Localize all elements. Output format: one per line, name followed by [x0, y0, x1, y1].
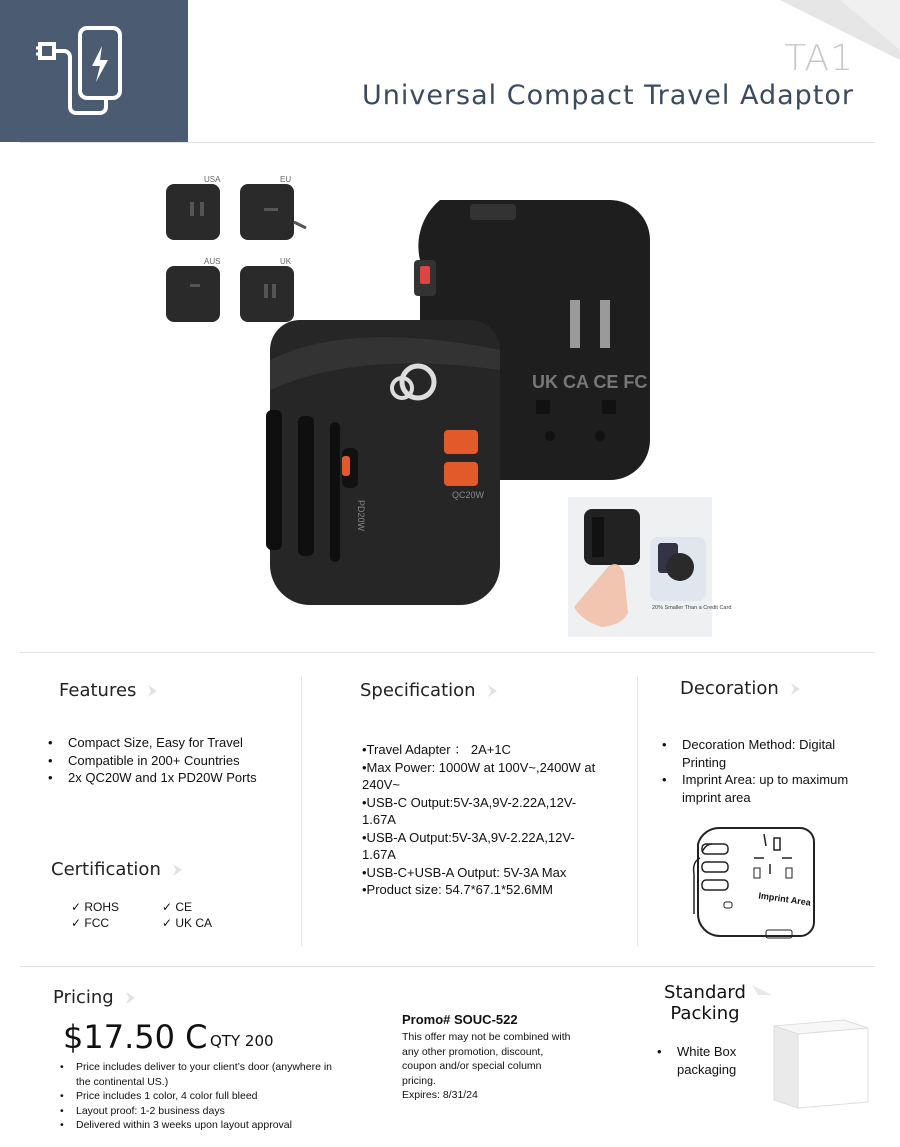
spec-line: •Travel Adapter ： 2A+1C [362, 742, 511, 757]
specification-list [362, 741, 602, 899]
chevron-right-icon [789, 682, 803, 696]
chevron-right-icon [146, 684, 160, 698]
packing-list [655, 1043, 765, 1078]
variant-label-aus: AUS [204, 257, 221, 266]
certification-heading [51, 859, 185, 880]
hand-adapter-illustration [568, 497, 732, 637]
divider [20, 652, 875, 653]
pricing-notes [58, 1060, 338, 1133]
cert-item: ✓ ROHS [71, 900, 120, 914]
port-label-pd20w: PD20W [356, 500, 366, 532]
list-item: • Delivered within 3 weeks upon layout approval [58, 1118, 338, 1133]
svg-text:UK CA CE FC: UK CA CE FC [532, 372, 648, 392]
certification-title: Certification [51, 859, 161, 880]
variant-label-uk: UK [280, 257, 292, 266]
packing-title: Standard Packing [664, 982, 746, 1024]
spec-line: •Product size: 54.7*67.1*52.6MM [362, 882, 553, 897]
page-title: Universal Compact Travel Adaptor [361, 80, 854, 111]
divider [20, 142, 875, 143]
spec-line: •USB-C+USB-A Output: 5V-3A Max [362, 864, 567, 880]
divider [20, 966, 875, 967]
promo-expires: Expires: 8/31/24 [402, 1089, 478, 1101]
chevron-right-icon [171, 863, 185, 877]
list-item: • Compact Size, Easy for Travel [46, 734, 286, 752]
pricing-title: Pricing [53, 987, 114, 1008]
header-block [0, 0, 188, 142]
port-label-qc20w: QC20W [452, 490, 485, 500]
imprint-area-label: Imprint Area [757, 890, 812, 908]
chevron-right-icon [486, 684, 500, 698]
decoration-list [660, 736, 860, 806]
spec-line: •USB-C Output:5V-3A,9V-2.22A,12V-1.67A [362, 794, 577, 827]
chevron-right-icon [750, 983, 776, 997]
features-heading [59, 680, 160, 701]
quantity: QTY 200 [210, 1032, 274, 1050]
spec-line: •Max Power: 1000W at 100V~,2400W at 240V~ [362, 759, 596, 792]
imprint-area-drawing [690, 818, 830, 946]
list-item: • Price includes deliver to your client’s door (anywhere in the continental US.) [58, 1060, 338, 1089]
cert-item: ✓ UK CA [162, 916, 213, 930]
list-item: • Layout proof: 1-2 business days [58, 1104, 338, 1119]
list-item: • Imprint Area: up to maximum imprint area [660, 771, 860, 806]
phone-charging-icon [30, 22, 140, 122]
model-code: TA1 [784, 38, 854, 79]
decoration-heading [680, 678, 803, 699]
promo-text: This offer may not be combined with any other promotion, discount, coupon and/or special column pricing. [402, 1031, 571, 1087]
decoration-title: Decoration [680, 678, 779, 699]
pricing-heading [53, 987, 138, 1008]
features-title: Features [59, 680, 137, 701]
cert-item: ✓ CE [162, 900, 193, 914]
column-divider [637, 676, 638, 946]
variant-label-usa: USA [204, 175, 221, 184]
chevron-right-icon [124, 991, 138, 1005]
column-divider [301, 676, 302, 946]
variant-label-eu: EU [280, 175, 292, 184]
promo-title: Promo# SOUC-522 [402, 1012, 518, 1027]
inset-caption: 20% Smaller Than a Credit Card [652, 605, 732, 611]
list-item: • Compatible in 200+ Countries [46, 752, 286, 770]
list-item: • Price includes 1 color, 4 color full bleed [58, 1089, 338, 1104]
price: $17.50 C [63, 1018, 208, 1056]
promo-body [402, 1030, 572, 1103]
specification-heading [360, 680, 500, 701]
white-box-image [768, 1016, 872, 1112]
size-comparison-image [568, 497, 732, 637]
cert-item: ✓ FCC [71, 916, 110, 930]
list-item: • 2x QC20W and 1x PD20W Ports [46, 769, 286, 787]
list-item: • Decoration Method: Digital Printing [660, 736, 860, 771]
specification-title: Specification [360, 680, 476, 701]
features-list [46, 734, 286, 787]
spec-line: •USB-A Output:5V-3A,9V-2.22A,12V-1.67A [362, 829, 575, 862]
list-item: • White Box packaging [655, 1043, 765, 1078]
